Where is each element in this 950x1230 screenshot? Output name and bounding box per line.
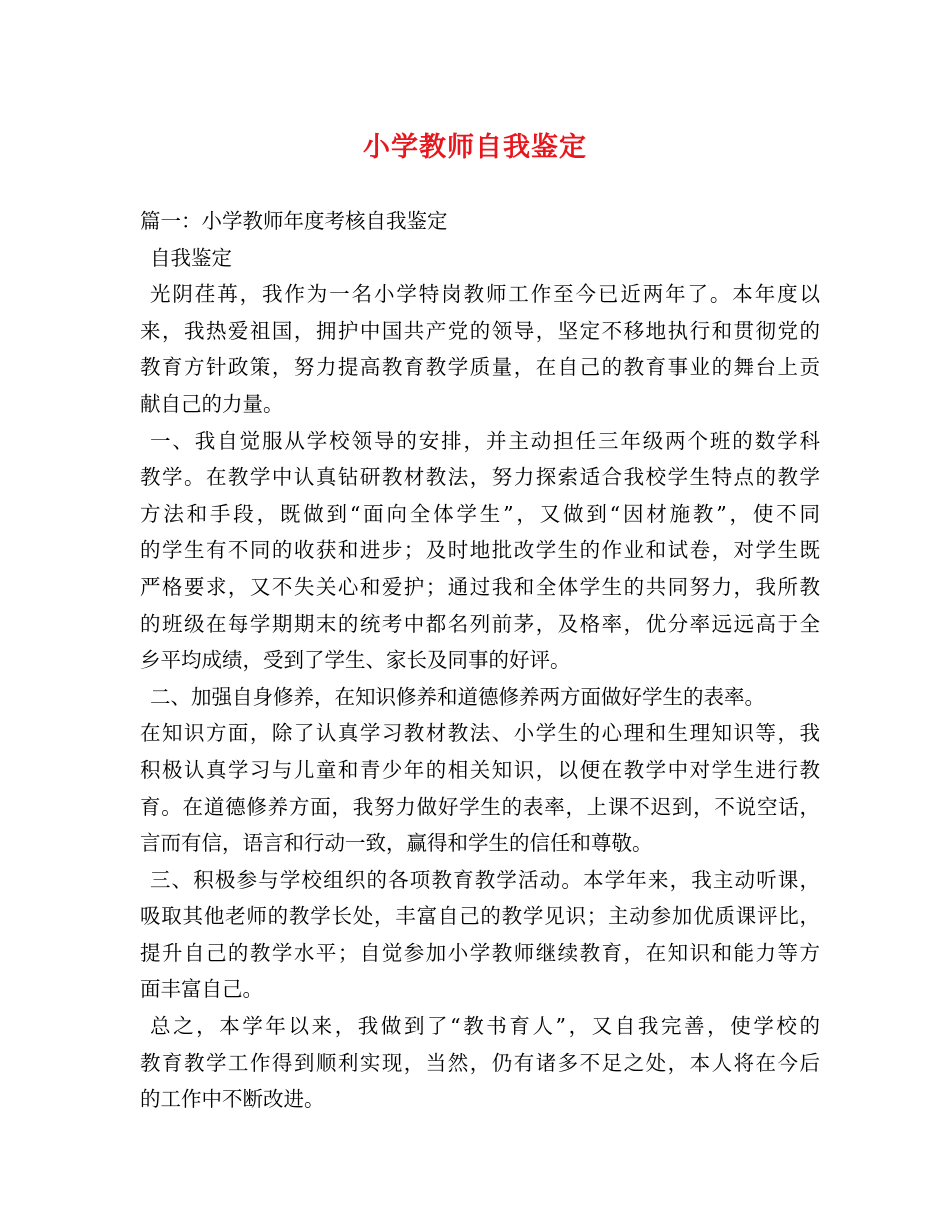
paragraph-intro — [140, 276, 820, 422]
paragraph-line: 教育教学工作得到顺利实现，当然，仍有诸多不足之处，本人将在今后 — [140, 1050, 820, 1075]
paragraph-line: 提升自己的教学水平；自觉参加小学教师继续教育，在知识和能力等方 — [140, 940, 820, 965]
paragraph-line: 一、我自觉服从学校领导的安排，并主动担任三年级两个班的数学科 — [150, 428, 820, 453]
paragraph-section-three — [140, 862, 820, 1008]
paragraph-line: 献自己的力量。 — [140, 391, 284, 416]
section-heading: 篇一：小学教师年度考核自我鉴定 — [140, 209, 448, 233]
document-title: 小学教师自我鉴定 — [363, 132, 587, 163]
paragraph-line: 的学生有不同的收获和进步；及时地批改学生的作业和试卷，对学生既 — [140, 538, 820, 563]
paragraph-line: 吸取其他老师的教学长处，丰富自己的教学见识；主动参加优质课评比， — [140, 904, 820, 929]
paragraph-section-two — [140, 679, 820, 862]
paragraph-line: 教学。在教学中认真钻研教材教法，努力探索适合我校学生特点的教学 — [140, 465, 820, 490]
paragraph-line: 三、积极参与学校组织的各项教育教学活动。本学年来，我主动听课， — [150, 867, 820, 892]
paragraph-line: 乡平均成绩，受到了学生、家长及同事的好评。 — [140, 648, 571, 673]
paragraph-line: 二、加强自身修养，在知识修养和道德修养两方面做好学生的表率。 — [150, 684, 765, 709]
paragraph-line: 教育方针政策，努力提高教育教学质量，在自己的教育事业的舞台上贡 — [140, 355, 820, 380]
paragraph-line: 光阴荏苒，我作为一名小学特岗教师工作至今已近两年了。本年度以 — [150, 282, 820, 307]
paragraph-line: 在知识方面，除了认真学习教材教法、小学生的心理和生理知识等，我 — [140, 721, 820, 746]
paragraph-line: 积极认真学习与儿童和青少年的相关知识，以便在教学中对学生进行教 — [140, 757, 820, 782]
paragraph-line: 方法和手段，既做到“面向全体学生”，又做到“因材施教”，使不同 — [140, 501, 820, 526]
paragraph-section-one — [140, 423, 820, 679]
document-body — [140, 203, 820, 1118]
paragraph-line: 总之，本学年以来，我做到了“教书育人”，又自我完善，使学校的 — [150, 1014, 820, 1039]
paragraph-line: 严格要求，又不失关心和爱护；通过我和全体学生的共同努力，我所教 — [140, 574, 820, 599]
paragraph-line: 面丰富自己。 — [140, 977, 263, 1002]
section-subheading: 自我鉴定 — [150, 245, 232, 270]
paragraph-line: 的工作中不断改进。 — [140, 1087, 325, 1112]
paragraph-line: 的班级在每学期期末的统考中都名列前茅，及格率，优分率远远高于全 — [140, 611, 820, 636]
paragraph-line: 育。在道德修养方面，我努力做好学生的表率，上课不迟到，不说空话， — [140, 794, 820, 819]
paragraph-conclusion — [140, 1008, 820, 1118]
paragraph-line: 言而有信，语言和行动一致，赢得和学生的信任和尊敬。 — [140, 831, 653, 856]
paragraph-line: 来，我热爱祖国，拥护中国共产党的领导，坚定不移地执行和贯彻党的 — [140, 318, 820, 343]
